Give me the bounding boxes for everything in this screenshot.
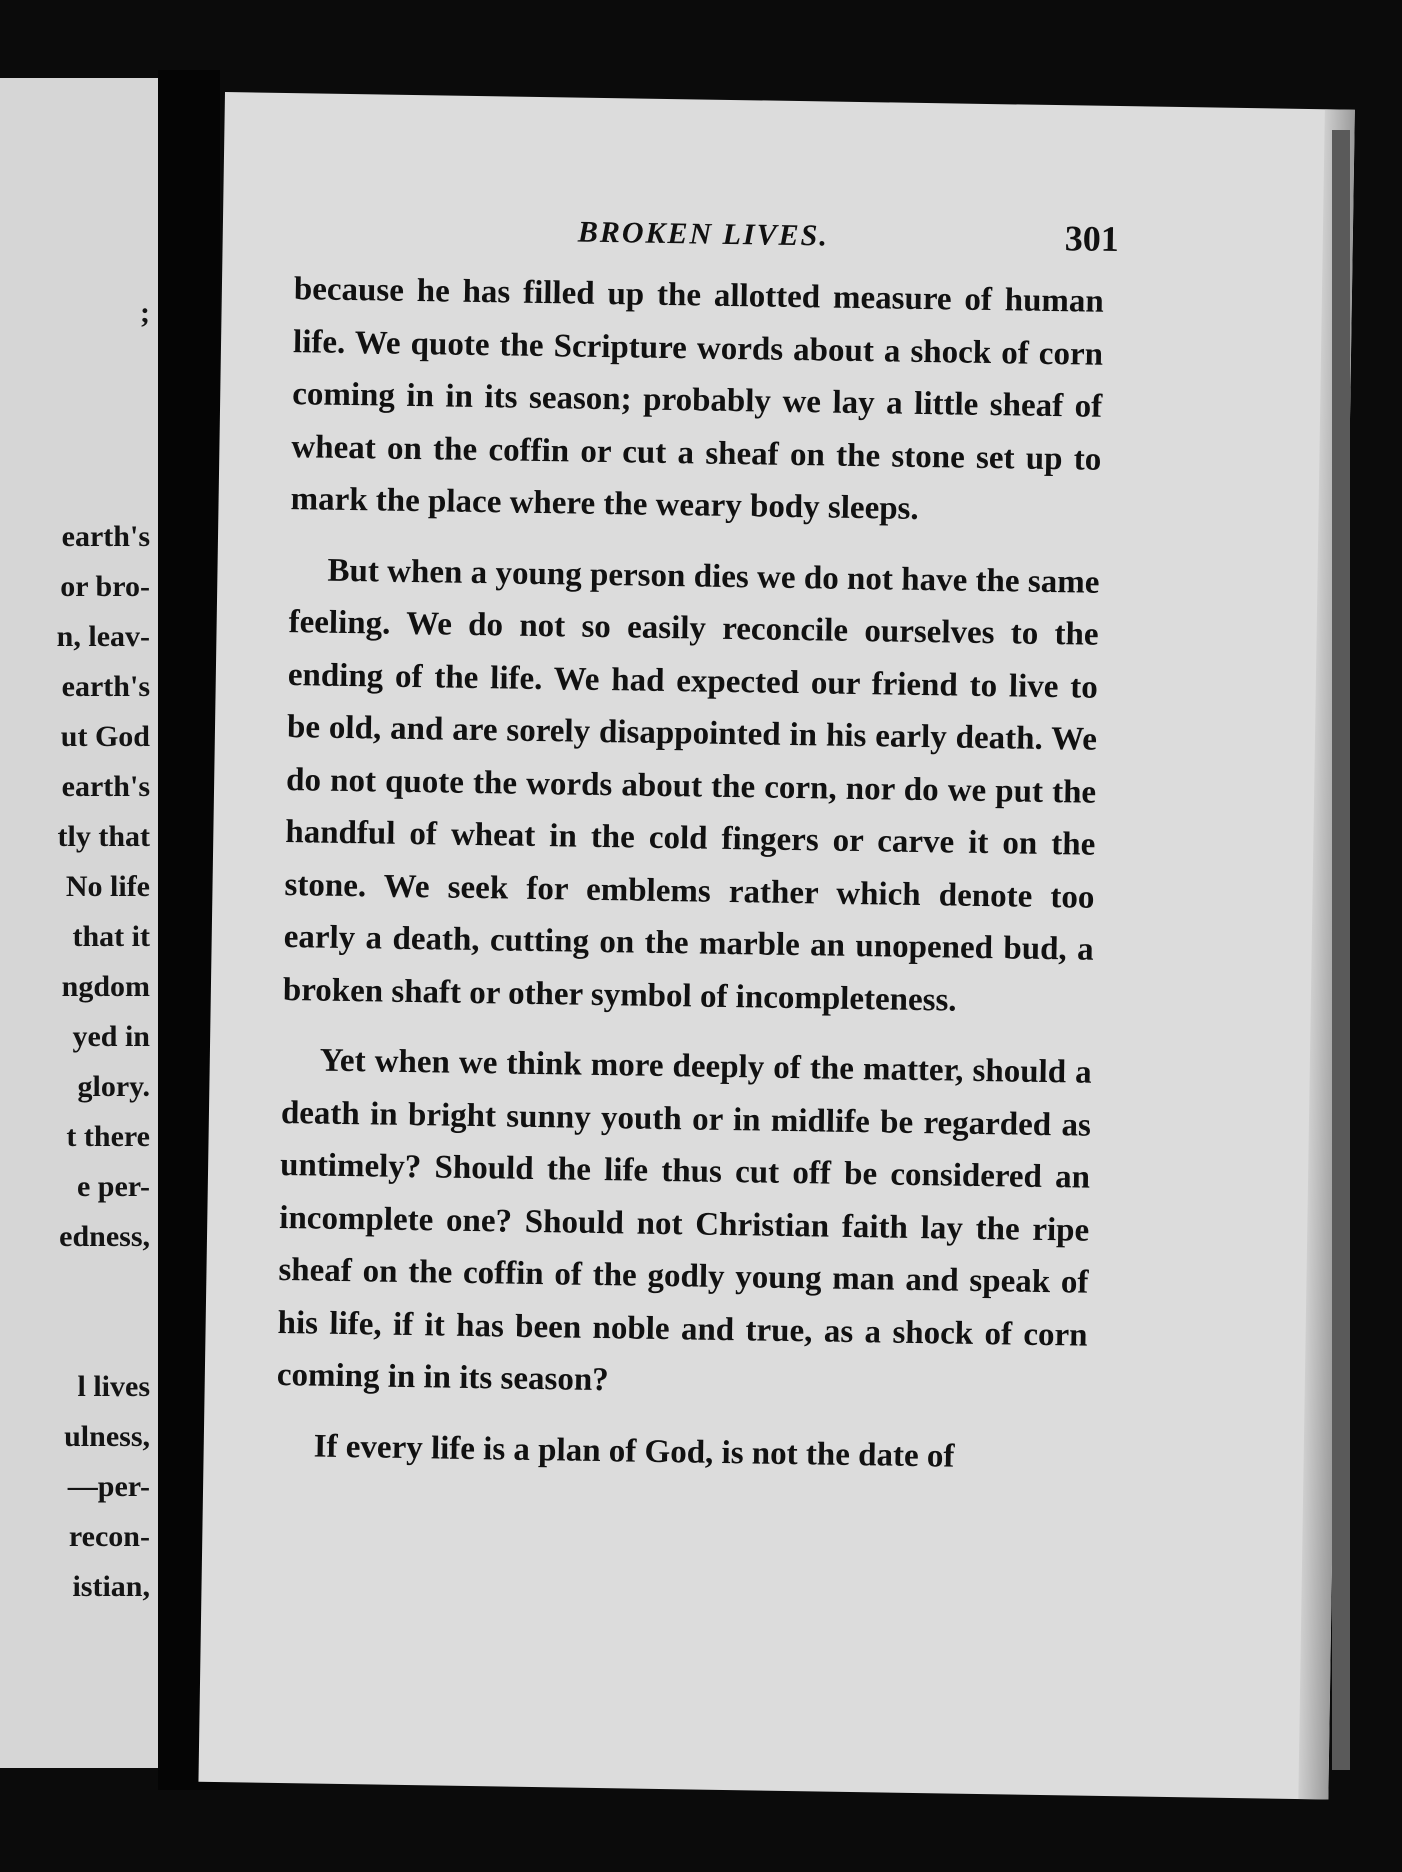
left-fragment-line: earth's (61, 770, 150, 803)
left-fragment-line: ut God (60, 720, 150, 753)
page-body-text (275, 263, 1104, 1503)
left-fragment-line: e per- (76, 1170, 150, 1203)
page-number: 301 (1064, 218, 1120, 260)
paragraph: But when a young person dies we do not have the same feeling. We do not so easily reconcile ourselves to the ending of the life. We had expected our friend to live to be old, and are sorely disappointed in his early death. We do not quote the words about the corn, nor do we put the handful of wheat in the cold fingers or carve it on the stone. We seek for emblems rather which denote too early a death, cutting on the marble an unopened bud, a broken shaft or other symbol of incompleteness. (282, 552, 1100, 1019)
left-fragment-line: ; (140, 296, 150, 329)
left-fragment-line: or bro- (60, 570, 150, 603)
left-fragment-line: l lives (77, 1370, 150, 1403)
right-page (198, 92, 1354, 1800)
left-fragment-line: tly that (57, 820, 150, 853)
left-fragment-line: istian, (72, 1570, 150, 1603)
left-fragment-line: ulness, (64, 1420, 150, 1453)
left-page-fragment (0, 78, 158, 1768)
running-head: BROKEN LIVES. (577, 215, 830, 253)
left-fragment-line: recon- (68, 1520, 150, 1553)
left-fragment-line: edness, (59, 1220, 150, 1253)
paragraph: because he has filled up the allotted measure of human life. We quote the Scripture words about a shock of corn coming in in its season; probably we lay a little sheaf of wheat on the coffin or cut a sheaf on the stone set up to mark the place where the weary body sleeps. (290, 271, 1105, 527)
left-fragment-line: yed in (72, 1020, 150, 1053)
left-fragment-line: that it (72, 920, 150, 953)
left-fragment-line: n, leav- (56, 620, 150, 653)
left-fragment-line: No life (65, 870, 150, 903)
left-fragment-line: —per- (67, 1470, 150, 1503)
left-fragment-line: earth's (61, 670, 150, 703)
left-fragment-line: earth's (61, 520, 150, 553)
left-fragment-line: t there (66, 1120, 150, 1153)
paragraph: If every life is a plan of God, is not the date of (313, 1428, 955, 1475)
left-fragment-line: glory. (77, 1070, 150, 1103)
page-edge-shadow (1332, 130, 1350, 1770)
left-fragment-line: ngdom (61, 970, 150, 1003)
paragraph: Yet when we think more deeply of the matter, should a death in bright sunny youth or in midlife be regarded as untimely? Should the life thus cut off be considered an incomplete one? Should not Christian faith lay the ripe sheaf on the coffin of the godly young man and speak of his life, if it has been noble and true, as a shock of corn coming in in its season? (276, 1042, 1092, 1399)
